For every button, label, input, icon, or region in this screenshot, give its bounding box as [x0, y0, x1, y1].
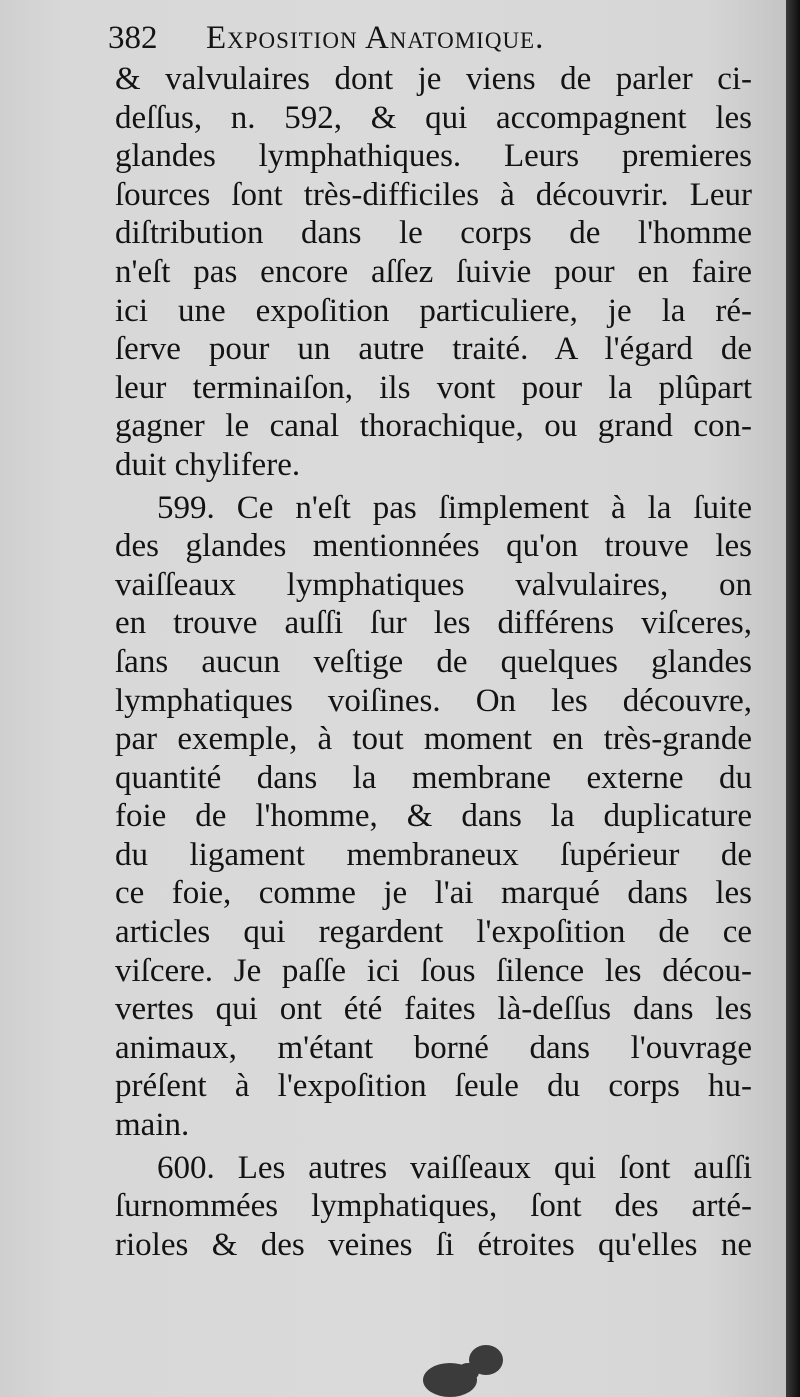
- text-line: glandes lymphathiques. Leurs premieres: [115, 138, 752, 175]
- text-line: gagner le canal thorachique, ou grand con-: [115, 408, 752, 445]
- text-line: ſerve pour un autre traité. A l'égard de: [115, 331, 752, 368]
- text-line: diſtribution dans le corps de l'homme: [115, 215, 752, 252]
- text-line: du ligament membraneux ſupérieur de: [115, 836, 752, 873]
- text-line: quantité dans la membrane externe du: [115, 759, 752, 796]
- running-title: Exposition Anatomique.: [206, 20, 545, 56]
- text-line: & valvulaires dont je viens de parler ci-: [115, 61, 752, 97]
- text-line: animaux, m'étant borné dans l'ouvrage: [115, 1029, 752, 1066]
- text-line: vaiſſeaux lymphatiques valvulaires, on: [115, 566, 752, 603]
- text-line: n'eſt pas encore aſſez ſuivie pour en faire: [115, 253, 752, 290]
- text-line: lymphatiques voiſines. On les découvre,: [115, 682, 752, 719]
- text-line: préſent à l'expoſition ſeule du corps hu-: [115, 1068, 752, 1105]
- text-line: par exemple, à tout moment en très-grande: [115, 721, 752, 758]
- text-line: rioles & des veines ſi étroites qu'elles ne: [115, 1226, 752, 1263]
- page-edge-shadow: [786, 0, 800, 1397]
- text-line: main.: [115, 1107, 190, 1144]
- text-line: duit chylifere.: [115, 446, 301, 483]
- text-line: articles qui regardent l'expoſition de ce: [115, 914, 752, 951]
- text-line: des glandes mentionnées qu'on trouve les: [115, 528, 752, 565]
- text-line: foie de l'homme, & dans la duplicature: [115, 798, 752, 835]
- text-line: 599. Ce n'eſt pas ſimplement à la ſuite: [157, 489, 752, 526]
- page-number: 382: [108, 20, 158, 56]
- ink-stain: [423, 1345, 503, 1397]
- text-line: 600. Les autres vaiſſeaux qui ſont auſſi: [157, 1149, 752, 1186]
- text-line: ce foie, comme je l'ai marqué dans les: [115, 875, 752, 912]
- text-line: ici une expoſition particuliere, je la ré-: [115, 292, 752, 329]
- running-header: [108, 16, 748, 60]
- text-line: leur terminaiſon, ils vont pour la plûpart: [115, 369, 752, 406]
- text-line: viſcere. Je paſſe ici ſous ſilence les décou-: [115, 952, 752, 989]
- text-line: ſources ſont très-difficiles à découvrir. Leur: [115, 176, 752, 213]
- text-line: deſſus, n. 592, & qui accompagnent les: [115, 99, 752, 136]
- text-line: ſans aucun veſtige de quelques glandes: [115, 643, 752, 680]
- text-line: en trouve auſſi ſur les différens viſceres,: [115, 605, 752, 642]
- text-line: vertes qui ont été faites là-deſſus dans les: [115, 991, 752, 1028]
- body-text: [115, 60, 752, 1264]
- text-line: ſurnommées lymphatiques, ſont des arté-: [115, 1188, 752, 1225]
